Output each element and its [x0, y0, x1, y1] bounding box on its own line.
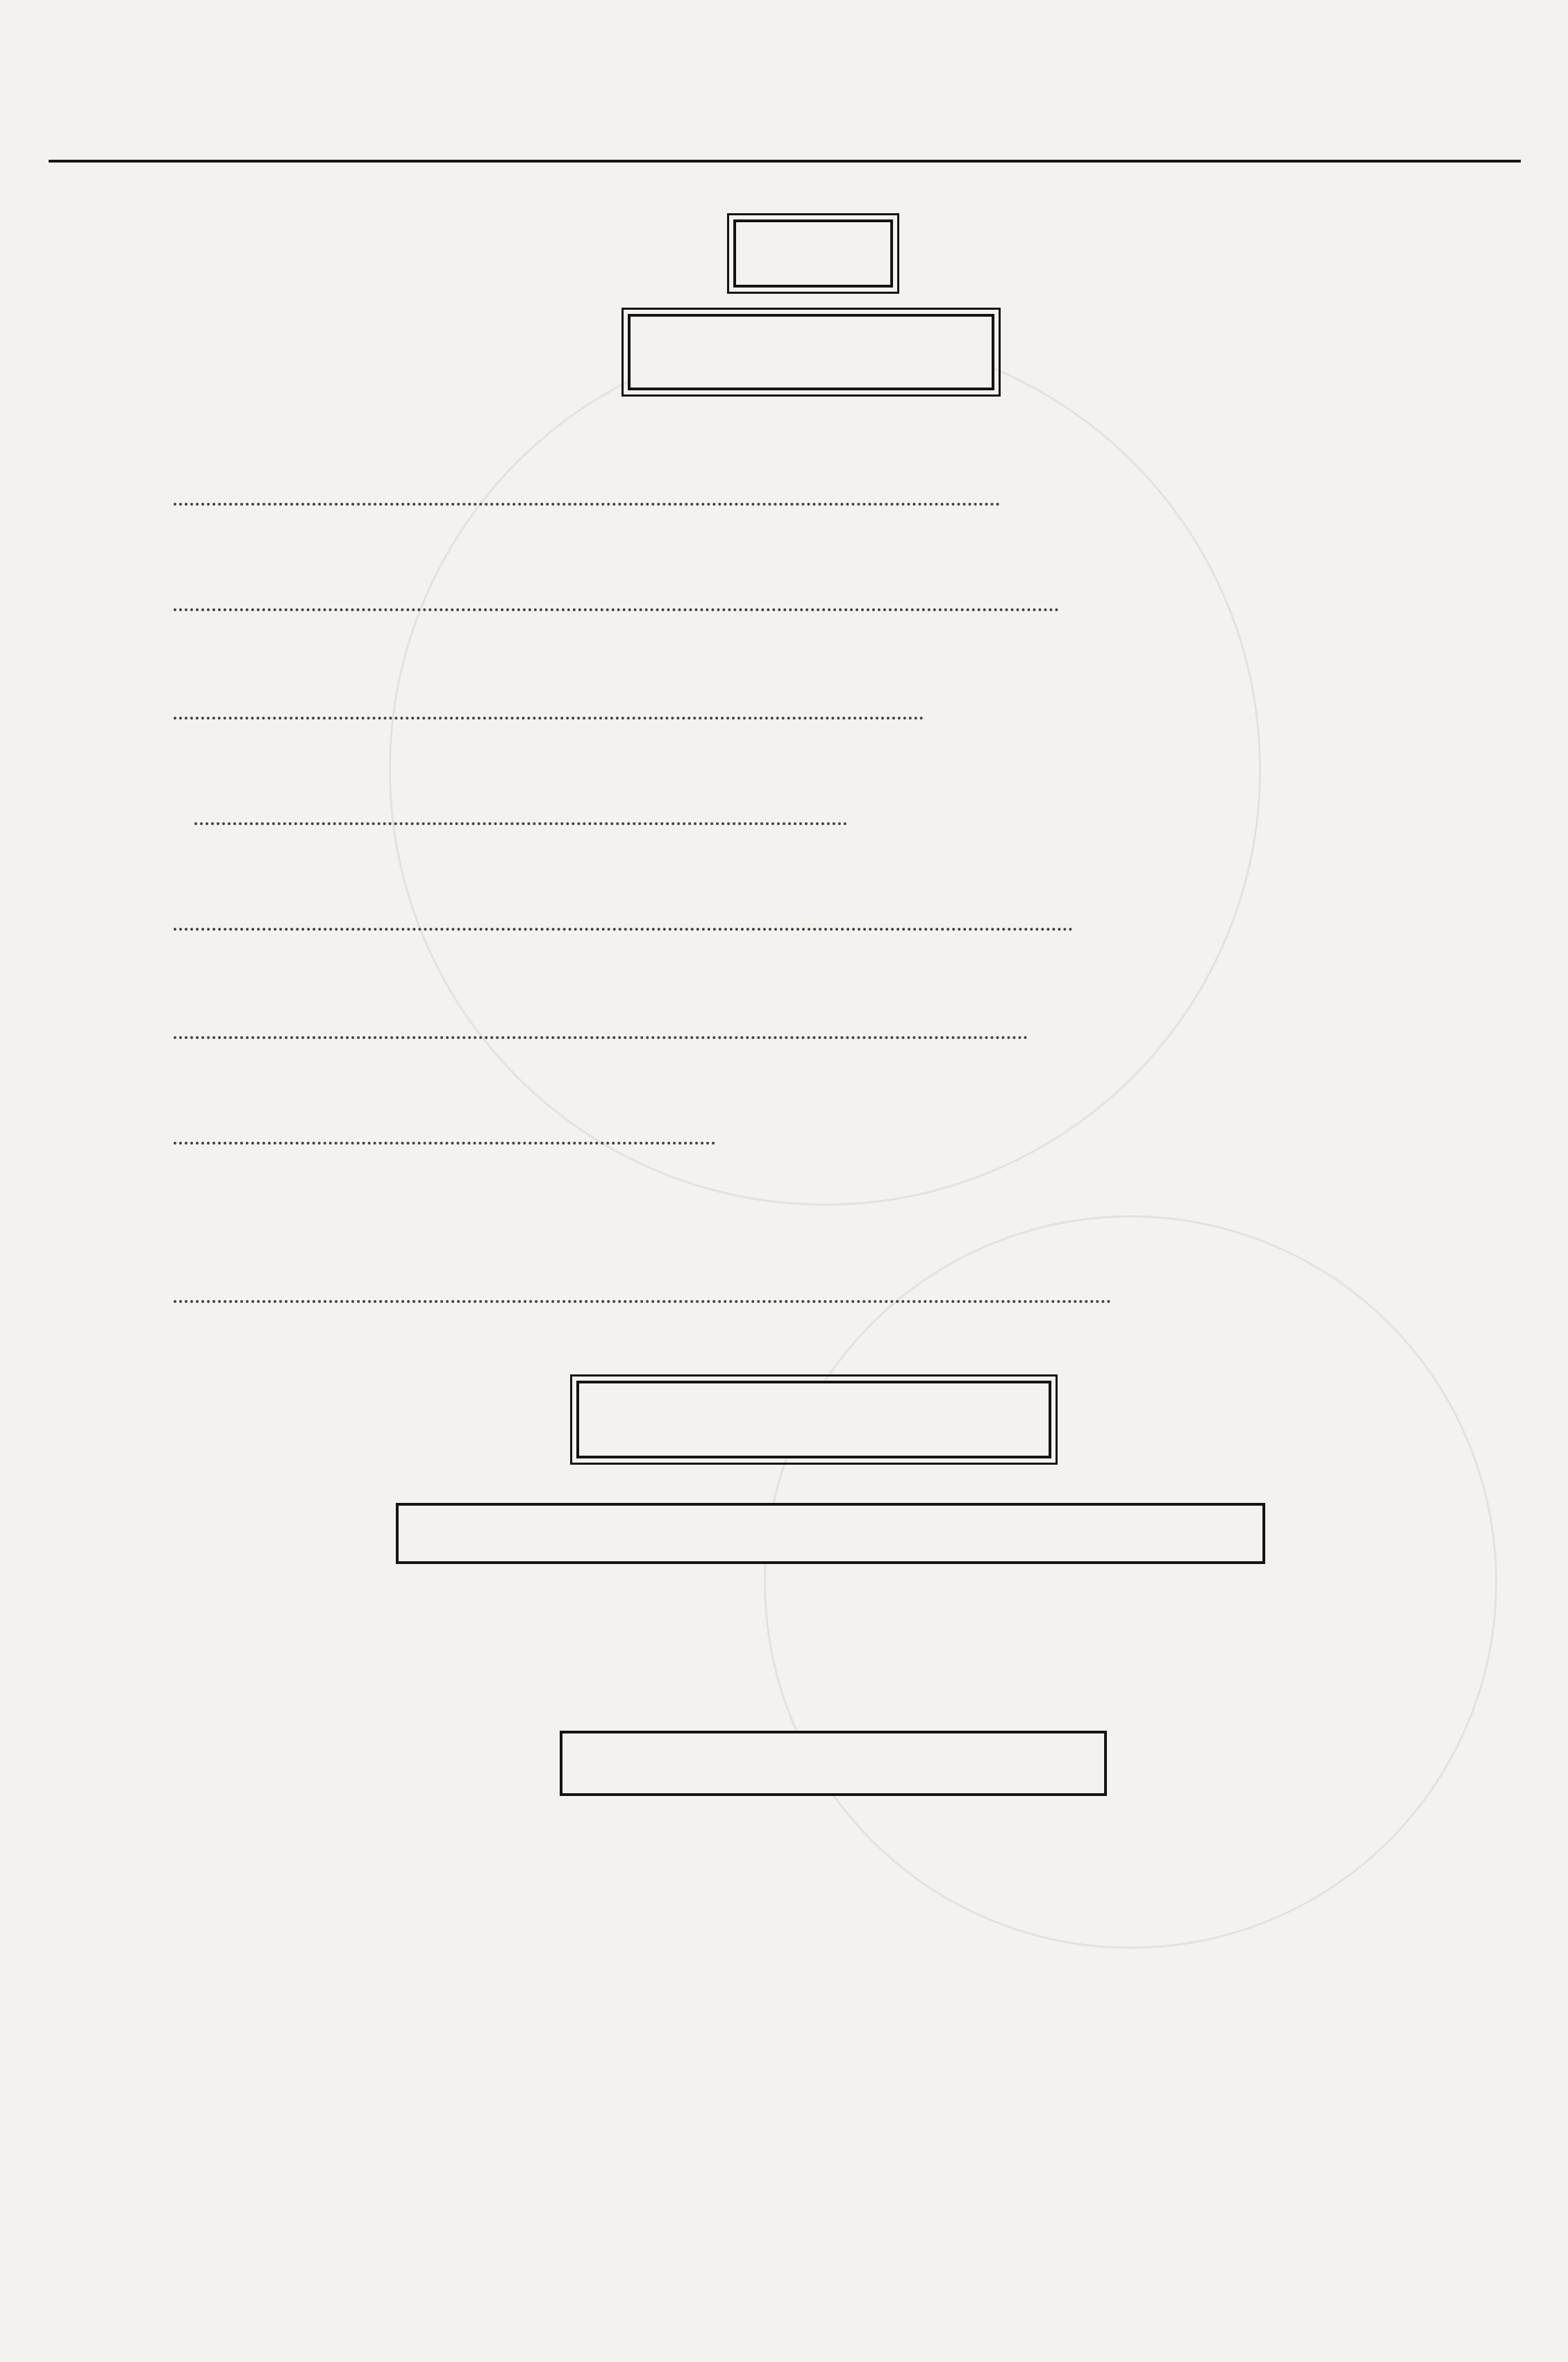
leader-dots [174, 1036, 1028, 1039]
leader-dots [174, 928, 1073, 931]
ministry-labor-heading [560, 1731, 1107, 1796]
leader-dots [174, 503, 1000, 506]
ministry-sme-heading [396, 1503, 1265, 1564]
index-heading [733, 219, 893, 288]
leader-dots [174, 1142, 715, 1145]
decrees-heading [628, 314, 994, 390]
leader-dots [174, 608, 1059, 611]
decisions-heading [576, 1381, 1051, 1458]
header-divider [49, 160, 1521, 163]
leader-dots [194, 822, 847, 825]
leader-dots [174, 717, 924, 720]
leader-dots [174, 1300, 1111, 1303]
background-stamp-trace [764, 1215, 1497, 1949]
background-stamp-trace [389, 333, 1261, 1206]
